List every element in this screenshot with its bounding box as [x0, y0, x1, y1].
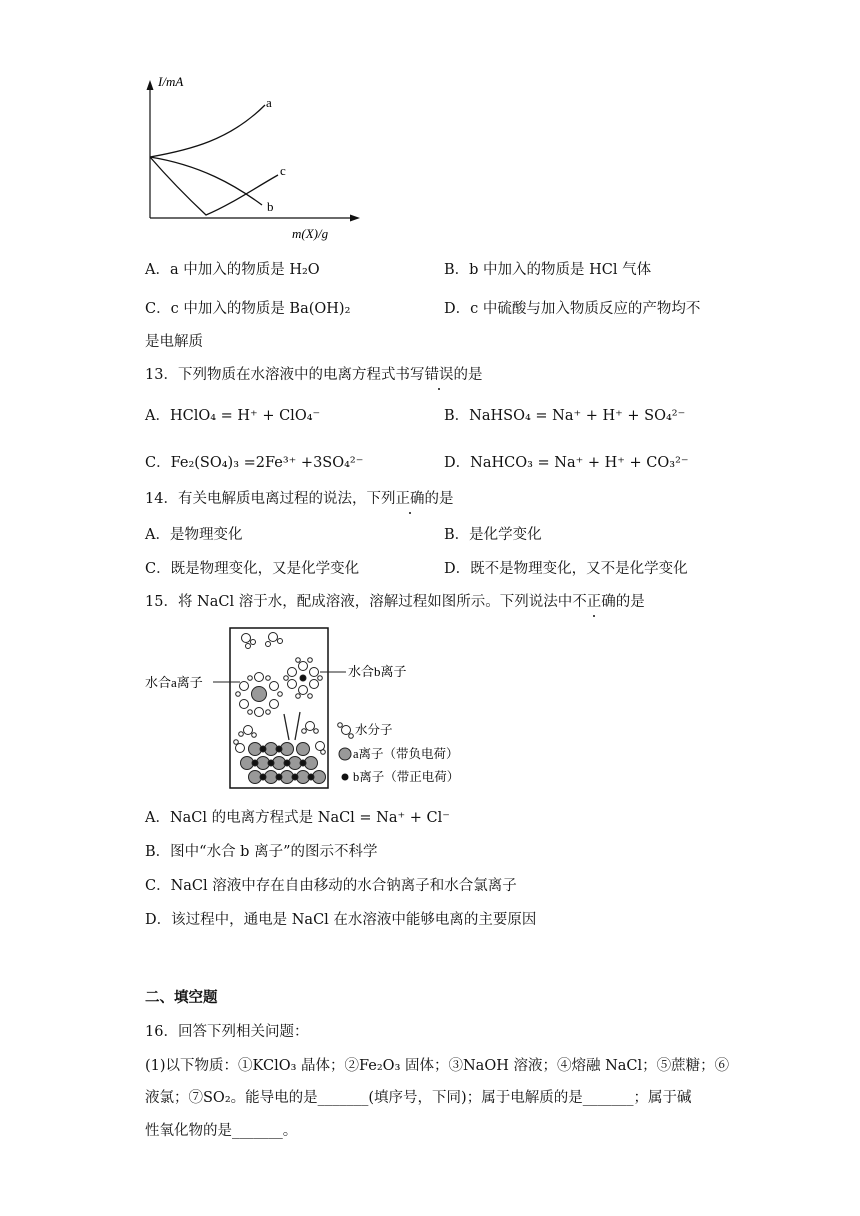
q15-option-c: C．NaCl 溶液中存在自由移动的水合钠离子和水合氯离子 [145, 878, 517, 894]
q15-emphasis: 不正确 [572, 590, 616, 611]
q13-stem: 13．下列物质在水溶液中的电离方程式书写错误的是 [145, 363, 482, 384]
current-mass-graph [140, 70, 370, 245]
q15-option-b: B．图中“水合 b 离子”的图示不科学 [145, 844, 378, 860]
q13-option-d: D．NaHCO₃ = Na⁺ + H⁺ + CO₃²⁻ [444, 455, 689, 471]
y-axis-label: I/mA [158, 74, 184, 89]
q12-option-c: C．c 中加入的物质是 Ba(OH)₂ [145, 301, 351, 317]
label-hydrated-a: 水合a离子 [145, 675, 203, 690]
curve-label-b: b [267, 199, 274, 214]
legend-a-ion: a离子（带负电荷） [353, 747, 459, 761]
q14-option-a: A．是物理变化 [145, 527, 243, 543]
legend-b-ion: b离子（带正电荷） [353, 770, 460, 784]
q14-stem: 14．有关电解质电离过程的说法，下列正确的是 [145, 487, 453, 508]
nacl-dissolution-figure [140, 622, 460, 794]
legend-water: 水分子 [355, 723, 393, 737]
q13-emphasis: 错误 [424, 363, 453, 384]
curve-label-a: a [266, 95, 272, 110]
x-axis-label: m(X)/g [292, 226, 329, 241]
q15-option-a: A．NaCl 的电离方程式是 NaCl = Na⁺ + Cl⁻ [145, 810, 450, 826]
q14-emphasis: 正确 [395, 487, 424, 508]
curve-c [150, 157, 278, 215]
q12-option-a: A．a 中加入的物质是 H₂O [145, 262, 320, 278]
q14-option-b: B．是化学变化 [444, 527, 542, 543]
q16-line-3: 性氧化物的是_______。 [145, 1123, 298, 1139]
q15-stem: 15．将 NaCl 溶于水，配成溶液，溶解过程如图所示。下列说法中不正确的是 [145, 590, 645, 611]
curve-b [150, 157, 262, 205]
q16-line-2: 液氯；⑦SO₂。能导电的是_______(填序号，下同)；属于电解质的是_______；属于碱 [145, 1090, 692, 1106]
q12-option-d: D．c 中硫酸与加入物质反应的产物均不 [444, 301, 701, 317]
q13-option-b: B．NaHSO₄ = Na⁺ + H⁺ + SO₄²⁻ [444, 408, 686, 424]
q12-option-d-continued: 是电解质 [145, 334, 203, 350]
label-hydrated-b: 水合b离子 [348, 664, 407, 679]
q14-option-c: C．既是物理变化，又是化学变化 [145, 561, 360, 577]
curve-label-c: c [280, 163, 286, 178]
q16-stem: 16．回答下列相关问题： [145, 1024, 309, 1040]
q13-option-c: C．Fe₂(SO₄)₃ =2Fe³⁺ +3SO₄²⁻ [145, 455, 364, 471]
curve-a [150, 105, 265, 157]
q15-option-d: D．该过程中，通电是 NaCl 在水溶液中能够电离的主要原因 [145, 912, 537, 928]
q16-line-1: (1)以下物质：①KClO₃ 晶体；②Fe₂O₃ 固体；③NaOH 溶液；④熔融 NaCl；⑤蔗糖；⑥ [145, 1058, 730, 1074]
q14-option-d: D．既不是物理变化，又不是化学变化 [444, 561, 688, 577]
q13-option-a: A．HClO₄ = H⁺ + ClO₄⁻ [145, 408, 321, 424]
q12-option-b: B．b 中加入的物质是 HCl 气体 [444, 262, 652, 278]
section-title: 二、填空题 [145, 990, 218, 1006]
